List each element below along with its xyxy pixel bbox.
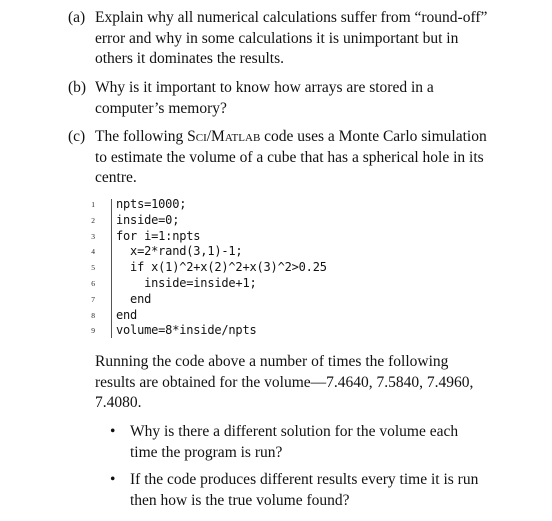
code-line-number: 1 bbox=[91, 200, 95, 209]
question-a-label: (a) bbox=[68, 9, 86, 26]
question-b bbox=[68, 78, 488, 119]
code-line-text: npts=1000; bbox=[116, 197, 187, 211]
code-line-text: inside=inside+1; bbox=[116, 275, 257, 290]
question-c-label: (c) bbox=[68, 128, 86, 145]
bullet-item bbox=[110, 422, 480, 463]
code-line-number: 9 bbox=[91, 326, 95, 336]
code-line-number: 6 bbox=[91, 278, 95, 288]
code-listing bbox=[82, 197, 462, 339]
code-line bbox=[82, 213, 462, 229]
code-line-text: if x(1)^2+x(2)^2+x(3)^2>0.25 bbox=[116, 260, 327, 275]
question-c-text bbox=[95, 127, 488, 189]
code-line bbox=[82, 197, 462, 213]
code-line-number: 7 bbox=[91, 294, 95, 304]
code-line-text: volume=8*inside/npts bbox=[116, 323, 257, 338]
bullet-text: If the code produces different results every time it is run then how is the true volume found? bbox=[130, 471, 479, 509]
bullet-icon: • bbox=[110, 423, 116, 440]
code-line-text: end bbox=[116, 291, 152, 306]
code-line-number: 8 bbox=[91, 310, 95, 320]
question-c bbox=[68, 127, 488, 189]
code-line bbox=[82, 229, 462, 245]
code-line-number: 5 bbox=[91, 263, 95, 273]
bullet-item bbox=[110, 470, 480, 511]
question-a-text: Explain why all numerical calculations suffer from “round-off” error and why in some calculations it is unimportant but in others it dominates the results. bbox=[95, 9, 488, 67]
code-line-number: 4 bbox=[91, 247, 95, 257]
bullet-text: Why is there a different solution for the volume each time the program is run? bbox=[130, 423, 459, 461]
code-line-number: 3 bbox=[91, 231, 95, 241]
question-c-text-before: The following bbox=[95, 128, 188, 145]
code-line bbox=[82, 292, 462, 308]
code-line-text: end bbox=[116, 307, 138, 322]
question-b-text: Why is it important to know how arrays are stored in a computer’s memory? bbox=[95, 79, 434, 117]
code-line-text: inside=0; bbox=[116, 212, 180, 227]
code-line bbox=[82, 260, 462, 276]
question-b-label: (b) bbox=[68, 79, 87, 96]
question-c-text-after: code uses a Monte Carlo simulation to estimate the volume of a cube that has a spherical hole in its centre. bbox=[95, 128, 487, 186]
code-line-number: 2 bbox=[91, 215, 95, 225]
code-line bbox=[82, 323, 462, 339]
results-paragraph: Running the code above a number of times the following results are obtained for the volume—7.4640, 7.5840, 7.4960, 7.4080. bbox=[95, 353, 474, 411]
question-a bbox=[68, 8, 488, 70]
code-line bbox=[82, 244, 462, 260]
code-line bbox=[82, 308, 462, 324]
code-line-text: x=2*rand(3,1)-1; bbox=[116, 244, 243, 259]
software-name: Sci/Matlab bbox=[187, 128, 261, 145]
code-line-text: for i=1:npts bbox=[116, 228, 201, 243]
bullet-icon: • bbox=[110, 471, 116, 488]
code-line bbox=[82, 276, 462, 292]
